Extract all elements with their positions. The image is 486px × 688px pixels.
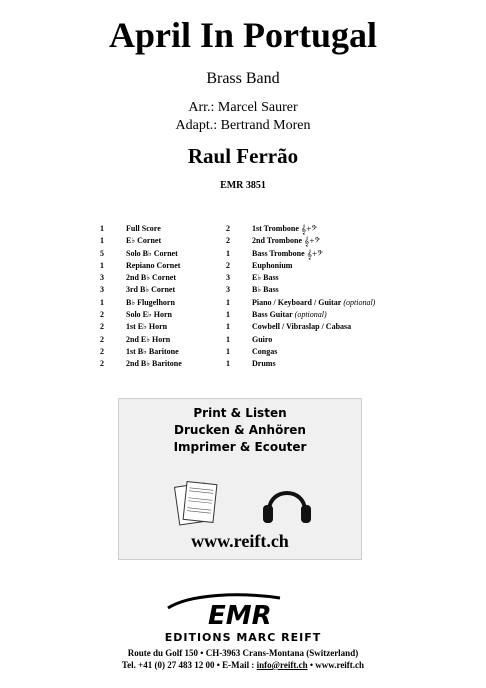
instrument-quantity: 2	[100, 322, 104, 332]
instrument-note: (optional)	[292, 310, 327, 320]
arranger-credit: Arr.: Marcel Saurer	[188, 100, 298, 115]
promo-url[interactable]: www.reift.ch	[191, 531, 289, 551]
postal-address: Route du Golf 150 • CH-3963 Crans-Montana (Switzerland)	[127, 648, 359, 658]
promo-line-fr: Imprimer & Ecouter	[173, 440, 307, 454]
email-link[interactable]: info@reift.ch	[256, 660, 308, 670]
clef-icon: 𝄞+𝄢	[304, 236, 321, 247]
instrument-name: 1st B♭ Baritone	[126, 346, 179, 356]
instrument-row	[226, 358, 375, 370]
emr-logo	[150, 592, 336, 630]
instrument-row	[226, 260, 375, 272]
instrument-quantity: 2	[100, 346, 104, 356]
instrument-name: Piano / Keyboard / Guitar	[252, 297, 342, 307]
instrument-name: Congas	[252, 346, 278, 356]
instrument-name: 2nd B♭ Baritone	[126, 359, 182, 369]
instrument-name: Solo E♭ Horn	[126, 310, 173, 320]
instrument-row	[226, 297, 375, 309]
instrument-name: Euphonium	[252, 260, 293, 270]
instrument-row	[100, 223, 182, 235]
instrument-row	[100, 321, 182, 333]
instrument-quantity: 1	[226, 322, 230, 332]
contact-line: Tel. +41 (0) 27 483 12 00 • E-Mail : info@reift.ch • www.reift.ch	[121, 660, 365, 670]
instrument-list-right	[226, 223, 375, 371]
ensemble-subtitle: Brass Band	[206, 70, 280, 87]
instrument-quantity: 2	[100, 310, 104, 320]
clef-icon: 𝄞+𝄢	[306, 248, 323, 259]
adapter-credit: Adapt.: Bertrand Moren	[175, 118, 311, 133]
instrument-row	[100, 346, 182, 358]
promo-line-en: Print & Listen	[193, 406, 287, 420]
instrument-quantity: 3	[100, 273, 104, 283]
instrument-quantity: 1	[100, 297, 104, 307]
instrument-row	[100, 309, 182, 321]
instrument-row	[100, 272, 182, 284]
instrument-quantity: 2	[100, 359, 104, 369]
promo-text	[119, 405, 361, 456]
instrument-row	[100, 260, 182, 272]
instrument-quantity: 2	[226, 236, 230, 246]
instrument-quantity: 2	[226, 260, 230, 270]
publisher-address	[0, 647, 486, 671]
composer-name: Raul Ferrão	[187, 144, 299, 168]
credits	[0, 99, 486, 135]
instrument-quantity: 1	[226, 334, 230, 344]
instrument-row	[100, 248, 182, 260]
instrument-name: Drums	[252, 359, 276, 369]
instrument-quantity: 1	[226, 359, 230, 369]
instrument-name: 2nd B♭ Cornet	[126, 273, 176, 283]
clef-icon: 𝄞+𝄢	[300, 224, 318, 234]
instrument-quantity: 1	[226, 248, 230, 258]
instrument-name: B♭ Flugelhorn	[126, 297, 175, 307]
catalog-number: EMR 3851	[220, 180, 266, 191]
instrument-quantity: 1	[100, 224, 104, 233]
instrument-row	[226, 248, 375, 260]
instrument-note: (optional)	[341, 297, 376, 307]
instrument-name: E♭ Cornet	[126, 236, 162, 246]
instrument-row	[100, 297, 182, 309]
instrument-name: Guiro	[252, 334, 273, 344]
svg-text:EMR: EMR	[208, 601, 272, 630]
instrument-row	[226, 321, 375, 333]
instrument-name: B♭ Bass	[252, 285, 279, 295]
instrument-name: Cowbell / Vibraslap / Cabasa	[252, 322, 352, 332]
instrument-name: 1st Trombone	[252, 224, 299, 233]
instrument-row	[100, 358, 182, 370]
piece-title: April In Portugal	[108, 15, 377, 55]
instrument-quantity: 3	[226, 273, 230, 283]
instrument-row	[100, 284, 182, 296]
instrument-quantity: 1	[226, 297, 230, 307]
instrument-name: Bass Trombone	[252, 248, 305, 258]
instrument-name: 3rd B♭ Cornet	[126, 285, 176, 295]
promo-icons	[119, 477, 361, 527]
instrument-row	[226, 272, 375, 284]
instrument-quantity: 3	[226, 285, 230, 295]
instrument-row	[226, 284, 375, 296]
instrument-name: Solo B♭ Cornet	[126, 248, 178, 258]
instrument-row	[226, 235, 375, 247]
instrument-name: Full Score	[126, 224, 161, 233]
instrument-name: 2nd E♭ Horn	[126, 334, 171, 344]
instrument-row	[226, 309, 375, 321]
instrument-name: 2nd Trombone	[252, 236, 303, 246]
instrument-row	[226, 223, 375, 235]
instrument-quantity: 1	[226, 310, 230, 320]
instrument-name: Repiano Cornet	[126, 260, 181, 270]
publisher-name: EDITIONS MARC REIFT	[164, 631, 322, 644]
instrument-row	[226, 334, 375, 346]
instrument-quantity: 2	[100, 334, 104, 344]
instrument-quantity: 5	[100, 248, 104, 258]
sheet-music-icon	[175, 482, 217, 525]
instrument-row	[226, 346, 375, 358]
instrument-name: 1st E♭ Horn	[126, 322, 168, 332]
headphones-icon	[263, 493, 311, 523]
promo-line-de: Drucken & Anhören	[174, 423, 306, 437]
instrument-name: E♭ Bass	[252, 273, 279, 283]
instrument-quantity: 3	[100, 285, 104, 295]
instrument-list-left	[100, 223, 182, 371]
instrument-row	[100, 235, 182, 247]
instrument-name: Bass Guitar	[252, 310, 293, 320]
instrument-row	[100, 334, 182, 346]
instrument-quantity: 1	[100, 236, 104, 246]
instrument-quantity: 2	[226, 224, 230, 233]
instrument-quantity: 1	[226, 346, 230, 356]
print-listen-promo[interactable]	[118, 398, 362, 560]
instrument-quantity: 1	[100, 260, 104, 270]
